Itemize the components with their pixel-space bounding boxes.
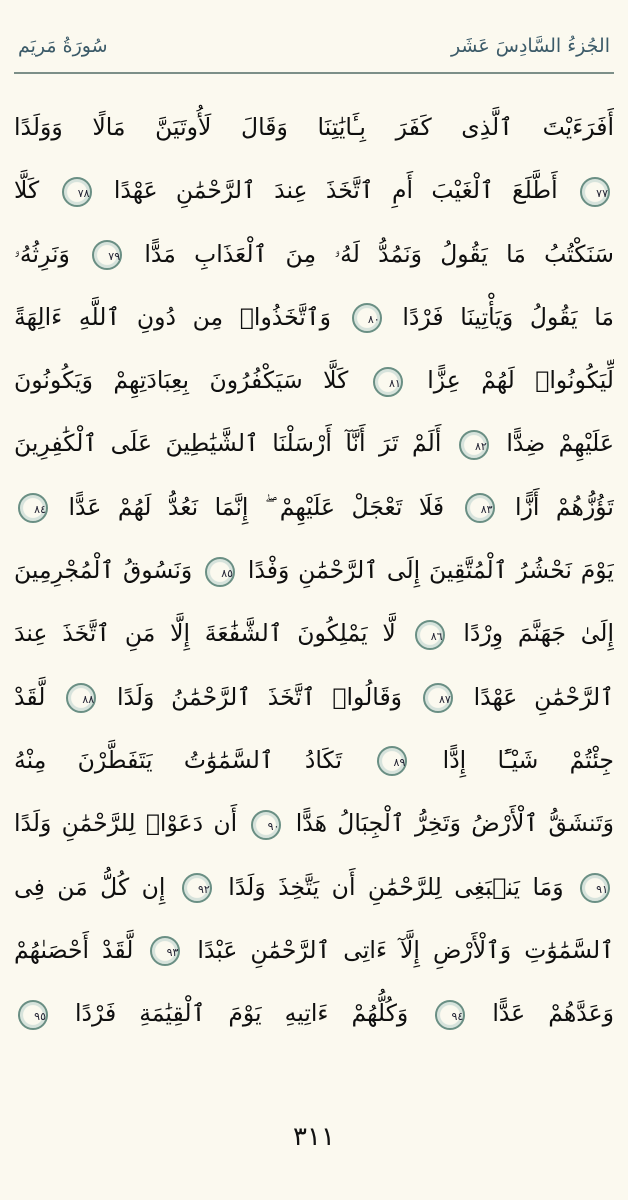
ayah-number-marker: ٨٠	[352, 303, 382, 333]
verse-text: لَّا يَمْلِكُونَ ٱلشَّفَٰعَةَ إِلَّا مَنِ ٱتَّخَذَ عِندَ	[14, 619, 396, 648]
verse-text: إِلَىٰ جَهَنَّمَ وِرْدًا	[463, 619, 614, 648]
verse-line	[14, 476, 614, 539]
verse-line	[14, 349, 614, 412]
verse-line	[14, 539, 614, 602]
ayah-number-marker: ٩٢	[182, 873, 212, 903]
verse-line	[14, 223, 614, 286]
verse-line	[14, 666, 614, 729]
verse-text: فَلَا تَعْجَلْ عَلَيْهِمْ ۖ إِنَّمَا نَعُدُّ لَهُمْ عَدًّا	[68, 492, 445, 521]
ayah-number-marker: ٧٧	[580, 177, 610, 207]
verse-text: مَا يَقُولُ وَيَأْتِينَا فَرْدًا	[402, 302, 614, 331]
verse-text: لِّيَكُونُوا۟ لَهُمْ عِزًّا	[427, 366, 614, 395]
ayah-number-marker: ٧٨	[62, 177, 92, 207]
verse-text: وَكُلُّهُمْ ءَاتِيهِ يَوْمَ ٱلْقِيَٰمَةِ فَرْدًا	[75, 999, 409, 1028]
ayah-number-marker: ٧٩	[92, 240, 122, 270]
verse-line	[14, 792, 614, 855]
page-number: ٣١١	[293, 1122, 335, 1152]
verse-text: إِن كُلُّ مَن فِى	[14, 872, 166, 901]
ayah-number-marker: ٨٤	[18, 493, 48, 523]
verse-text: لَّقَدْ	[14, 682, 46, 711]
verse-text: تَؤُزُّهُمْ أَزًّا	[515, 492, 614, 521]
verse-text: وَنَرِثُهُۥ	[14, 239, 70, 268]
ayah-number-marker: ٩٠	[251, 810, 281, 840]
verse-line	[14, 982, 614, 1045]
verse-text: وَتَنشَقُّ ٱلْأَرْضُ وَتَخِرُّ ٱلْجِبَالُ هَدًّا	[295, 809, 614, 838]
verse-text: جِئْتُمْ شَيْـًٔا إِدًّا	[442, 745, 614, 774]
verse-text: أَطَّلَعَ ٱلْغَيْبَ أَمِ ٱتَّخَذَ عِندَ ٱلرَّحْمَٰنِ عَهْدًا	[113, 176, 558, 205]
ayah-number-marker: ٨٨	[66, 683, 96, 713]
ayah-number-marker: ٩٣	[150, 936, 180, 966]
verse-text: وَٱتَّخَذُوا۟ مِن دُونِ ٱللَّهِ ءَالِهَةً	[14, 302, 331, 331]
ayah-number-marker: ٩٥	[18, 1000, 48, 1030]
verse-text: أَفَرَءَيْتَ ٱلَّذِى كَفَرَ بِـَٔايَٰتِنَا وَقَالَ لَأُوتَيَنَّ مَالًا وَوَلَدًا	[14, 113, 614, 141]
verse-line	[14, 412, 614, 475]
verse-text: وَقَالُوا۟ ٱتَّخَذَ ٱلرَّحْمَٰنُ وَلَدًا	[116, 682, 403, 711]
ayah-number-marker: ٨٣	[465, 493, 495, 523]
ayah-number-marker: ٨٧	[423, 683, 453, 713]
verse-text: وَمَا يَنۢبَغِى لِلرَّحْمَٰنِ أَن يَتَّخِذَ وَلَدًا	[228, 872, 564, 901]
verse-text: عَلَيْهِمْ ضِدًّا	[506, 429, 614, 458]
verse-text-block	[14, 96, 614, 1045]
ayah-number-marker: ٨٥	[205, 557, 235, 587]
verse-text: أَلَمْ تَرَ أَنَّآ أَرْسَلْنَا ٱلشَّيَٰطِينَ عَلَى ٱلْكَٰفِرِينَ	[14, 429, 442, 458]
verse-line	[14, 286, 614, 349]
verse-text: وَعَدَّهُمْ عَدًّا	[492, 999, 614, 1028]
verse-text: أَن دَعَوْا۟ لِلرَّحْمَٰنِ وَلَدًا	[14, 809, 238, 838]
verse-text: كَلَّا	[14, 176, 40, 205]
verse-line	[14, 159, 614, 222]
verse-line	[14, 602, 614, 665]
ayah-number-marker: ٨٦	[415, 620, 445, 650]
surah-title: سُورَةُ مَريَم	[18, 35, 108, 57]
verse-line	[14, 919, 614, 982]
verse-text: تَكَادُ ٱلسَّمَٰوَٰتُ يَتَفَطَّرْنَ مِنْهُ	[14, 745, 343, 774]
juz-title: الجُزءُ السَّادِسَ عَشَر	[450, 35, 610, 57]
verse-text: لَّقَدْ أَحْصَىٰهُمْ	[14, 935, 134, 964]
verse-line	[14, 856, 614, 919]
verse-text: وَنَسُوقُ ٱلْمُجْرِمِينَ	[14, 556, 193, 585]
ayah-number-marker: ٩١	[580, 873, 610, 903]
verse-text: كَلَّا سَيَكْفُرُونَ بِعِبَادَتِهِمْ وَيَكُونُونَ	[14, 366, 349, 395]
ayah-number-marker: ٨١	[373, 367, 403, 397]
verse-text: سَنَكْتُبُ مَا يَقُولُ وَنَمُدُّ لَهُۥ مِنَ ٱلْعَذَابِ مَدًّا	[144, 239, 614, 268]
verse-text: ٱلسَّمَٰوَٰتِ وَٱلْأَرْضِ إِلَّآ ءَاتِى ٱلرَّحْمَٰنِ عَبْدًا	[197, 935, 614, 964]
ayah-number-marker: ٩٤	[435, 1000, 465, 1030]
verse-line	[14, 96, 614, 159]
page-header	[18, 26, 610, 66]
ayah-number-marker: ٨٩	[377, 746, 407, 776]
verse-line	[14, 729, 614, 792]
header-divider	[14, 72, 614, 74]
verse-text: ٱلرَّحْمَٰنِ عَهْدًا	[473, 682, 614, 711]
verse-text: يَوْمَ نَحْشُرُ ٱلْمُتَّقِينَ إِلَى ٱلرَّحْمَٰنِ وَفْدًا	[247, 556, 614, 585]
ayah-number-marker: ٨٢	[459, 430, 489, 460]
